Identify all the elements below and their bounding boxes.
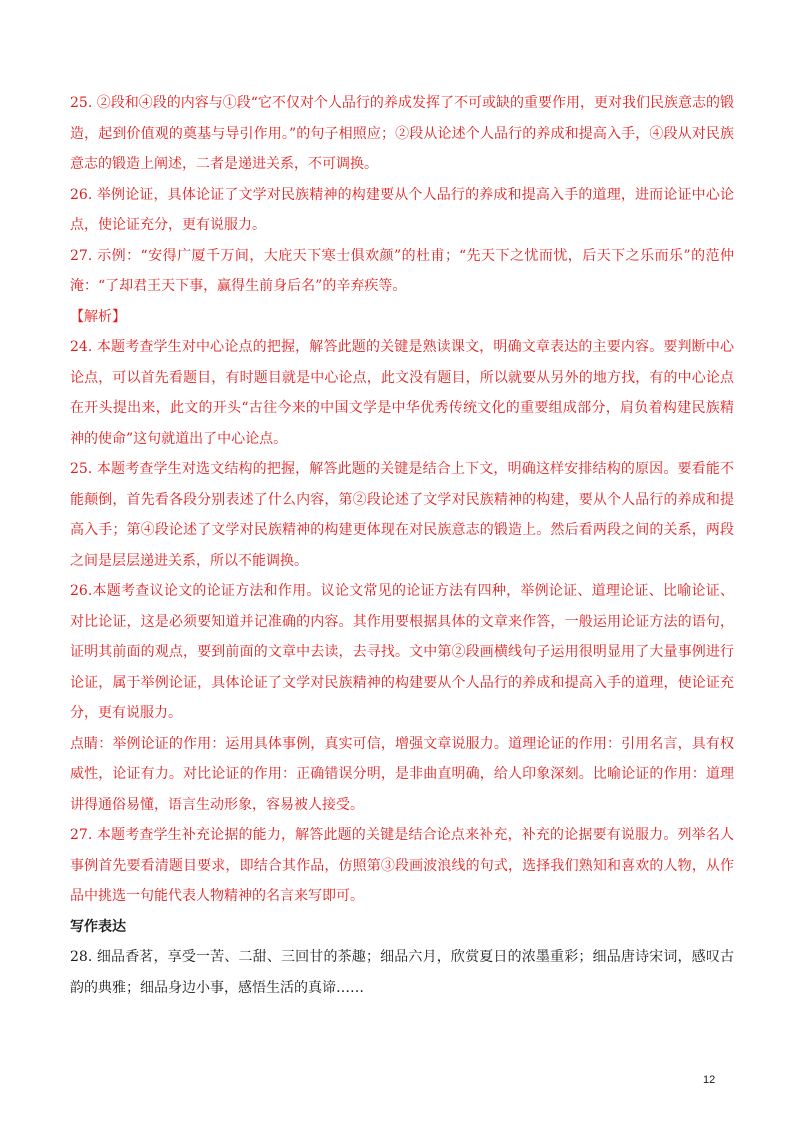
document-body <box>70 88 734 1003</box>
analysis-tip: 点睛：举例论证的作用：运用具体事例，真实可信，增强文章说服力。道理论证的作用：引用名言，具有权威性，论证有力。对比论证的作用：正确错误分明，是非曲直明确，给人印象深刻。比喻论证的作用：道理讲得通俗易懂，语言生动形象，容易被人接受。 <box>70 735 734 813</box>
writing-heading: 写作表达 <box>70 918 126 935</box>
answer-26: 26. 举例论证，具体论证了文学对民族精神的构建要从个人品行的养成和提高入手的道理，进而论证中心论点，使论证充分，更有说服力。 <box>70 186 734 233</box>
analysis-26: 26.本题考查议论文的论证方法和作用。议论文常见的论证方法有四种，举例论证、道理论证、比喻论证、对比论证，这是必须要知道并记准确的内容。其作用要根据具体的文章来作答，一般运用论证方法的语句，证明其前面的观点，要到前面的文章中去读，去寻找。文中第②段画横线句子运用很明显用了大量事例进行论证，属于举例论证，具体论证了文学对民族精神的构建要从个人品行的养成和提高入手的道理，使论证充分，更有说服力。 <box>70 583 734 721</box>
writing-item-28: 28. 细品香茗，享受一苦、二甜、三回甘的茶趣；细品六月，欣赏夏日的浓墨重彩；细品唐诗宋词，感叹古韵的典雅；细品身边小事，感悟生活的真谛…… <box>70 949 734 996</box>
analysis-24: 24. 本题考查学生对中心论点的把握，解答此题的关键是熟读课文，明确文章表达的主要内容。要判断中心论点，可以首先看题目，有时题目就是中心论点，此文没有题目，所以就要从另外的地方找，有的中心论点在开头提出来，此文的开头“古往今来的中国文学是中华优秀传统文化的重要组成部分，肩负着构建民族精神的使命”这句就道出了中心论点。 <box>70 339 734 447</box>
analysis-27: 27. 本题考查学生补充论据的能力，解答此题的关键是结合论点来补充，补充的论据要有说服力。列举名人事例首先要看清题目要求，即结合其作品，仿照第③段画波浪线的句式，选择我们熟知和喜欢的人物，从作品中挑选一句能代表人物精神的名言来写即可。 <box>70 827 734 904</box>
answer-25: 25. ②段和④段的内容与①段“它不仅对个人品行的养成发挥了不可或缺的重要作用，更对我们民族意志的锻造，起到价值观的奠基与导引作用。”的句子相照应；②段从论述个人品行的养成和提高入手，④段从对民族意志的锻造上阐述，二者是递进关系，不可调换。 <box>70 95 734 172</box>
analysis-label: 【解析】 <box>70 308 126 325</box>
answer-27: 27. 示例：“安得广厦千万间，大庇天下寒士俱欢颜”的杜甫；“先天下之忧而忧，后天下之乐而乐”的范仲淹：“了却君王天下事，赢得生前身后名”的辛弃疾等。 <box>70 247 734 294</box>
analysis-25: 25. 本题考查学生对选文结构的把握，解答此题的关键是结合上下文，明确这样安排结构的原因。要看能不能颠倒，首先看各段分别表述了什么内容，第②段论述了文学对民族精神的构建，要从个人品行的养成和提高入手；第④段论述了文学对民族精神的构建更体现在对民族意志的锻造上。然后看两段之间的关系，两段之间是层层递进关系，所以不能调换。 <box>70 461 734 569</box>
page-number: 12 <box>703 1074 716 1086</box>
